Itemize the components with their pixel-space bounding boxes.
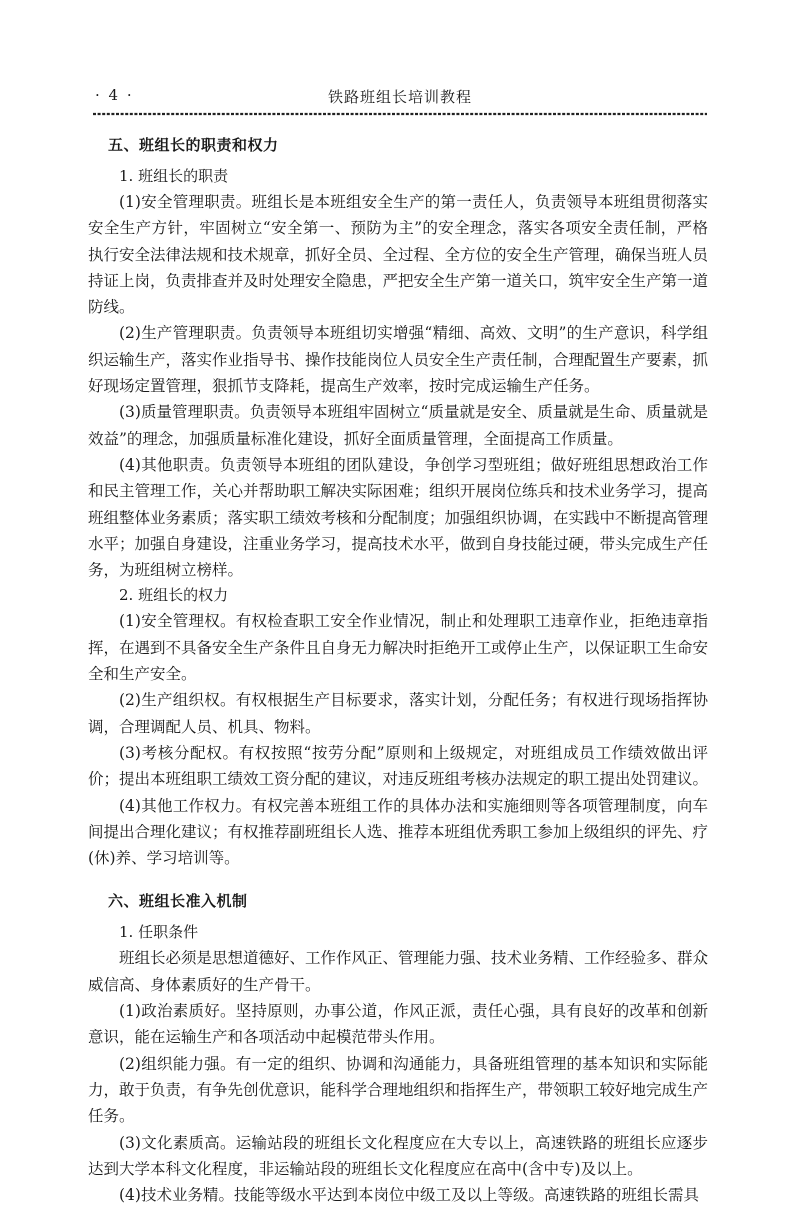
paragraph: (2)生产组织权。有权根据生产目标要求，落实计划，分配任务；有权进行现场指挥协调，合理调配人员、机具、物料。: [88, 691, 708, 736]
paragraph: 班组长必须是思想道德好、工作作风正、管理能力强、技术业务精、工作经验多、群众威信高、身体素质好的生产骨干。: [88, 949, 709, 994]
paragraph: (2)组织能力强。有一定的组织、协调和沟通能力，具备班组管理的基本知识和实际能力，敢于负责，有争先创优意识，能科学合理地组织和指挥生产，带领职工较好地完成生产任务。: [88, 1054, 709, 1126]
paragraph: (2)生产管理职责。负责领导本班组切实增强“精细、高效、文明”的生产意识，科学组织运输生产，落实作业指导书、操作技能岗位人员安全生产责任制，合理配置生产要素，抓好现场定置管理，狠抓节支降耗，提高生产效率，按时完成运输生产任务。: [88, 324, 709, 396]
paragraph: (1)安全管理职责。班组长是本班组安全生产的第一责任人，负责领导本班组贯彻落实安全生产方针，牢固树立“安全第一、预防为主”的安全理念，落实各项安全责任制，严格执行安全法律法规和技术规章，抓好全员、全过程、全方位的安全生产管理，确保当班人员持证上岗，负责排查并及时处理安全隐患，严把安全生产第一道关口，筑牢安全生产第一道防线。: [88, 193, 709, 317]
paragraph: (1)安全管理权。有权检查职工安全作业情况，制止和处理职工违章作业，拒绝违章指挥，在遇到不具备安全生产条件且自身无力解决时拒绝开工或停止生产，以保证职工生命安全和生产安全。: [88, 612, 709, 684]
paragraph: (3)质量管理职责。负责领导本班组牢固树立“质量就是安全、质量就是生命、质量就是效益”的理念，加强质量标准化建设，抓好全面质量管理，全面提高工作质量。: [88, 403, 708, 448]
subsection-heading: 2. 班组长的权力: [119, 586, 229, 605]
page-number: · 4 ·: [95, 86, 134, 104]
paragraph: (4)其他工作权力。有权完善本班组工作的具体办法和实施细则等各项管理制度，向车间提出合理化建议；有权推荐副班组长人选、推荐本班组优秀职工参加上级组织的评先、疗(休)养、学习培训等。: [88, 796, 709, 868]
book-title: 铁路班组长培训教程: [327, 88, 472, 106]
paragraph: (4)其他职责。负责领导本班组的团队建设，争创学习型班组；做好班组思想政治工作和民主管理工作，关心并帮助职工解决实际困难；组织开展岗位练兵和技术业务学习，提高班组整体业务素质；落实职工绩效考核和分配制度；加强组织协调，在实践中不断提高管理水平；加强自身建设，注重业务学习，提高技术水平，做到自身技能过硬，带头完成生产任务，为班组树立榜样。: [88, 455, 709, 580]
paragraph: (4)技术业务精。技能等级水平达到本岗位中级工及以上等级。高速铁路的班组长需具: [119, 1186, 699, 1205]
subsection-heading: 1. 班组长的职责: [119, 167, 229, 185]
page-body: [88, 133, 708, 1208]
section-heading: 六、班组长准入机制: [108, 892, 248, 911]
paragraph: (1)政治素质好。坚持原则，办事公道，作风正派，责任心强，具有良好的改革和创新意识，能在运输生产和各项活动中起模范带头作用。: [88, 1002, 708, 1047]
paragraph: (3)考核分配权。有权按照“按劳分配”原则和上级规定，对班组成员工作绩效做出评价；提出本班组职工绩效工资分配的建议，对违反班组考核办法规定的职工提出处罚建议。: [88, 743, 709, 789]
page-header: [93, 84, 707, 108]
section-heading: 五、班组长的职责和权力: [108, 136, 279, 154]
subsection-heading: 1. 任职条件: [119, 923, 199, 942]
paragraph: (3)文化素质高。运输站段的班组长文化程度应在大专以上，高速铁路的班组长应逐步达到大学本科文化程度，非运输站段的班组长文化程度应在高中(含中专)及以上。: [88, 1133, 708, 1178]
header-divider: [93, 112, 707, 116]
